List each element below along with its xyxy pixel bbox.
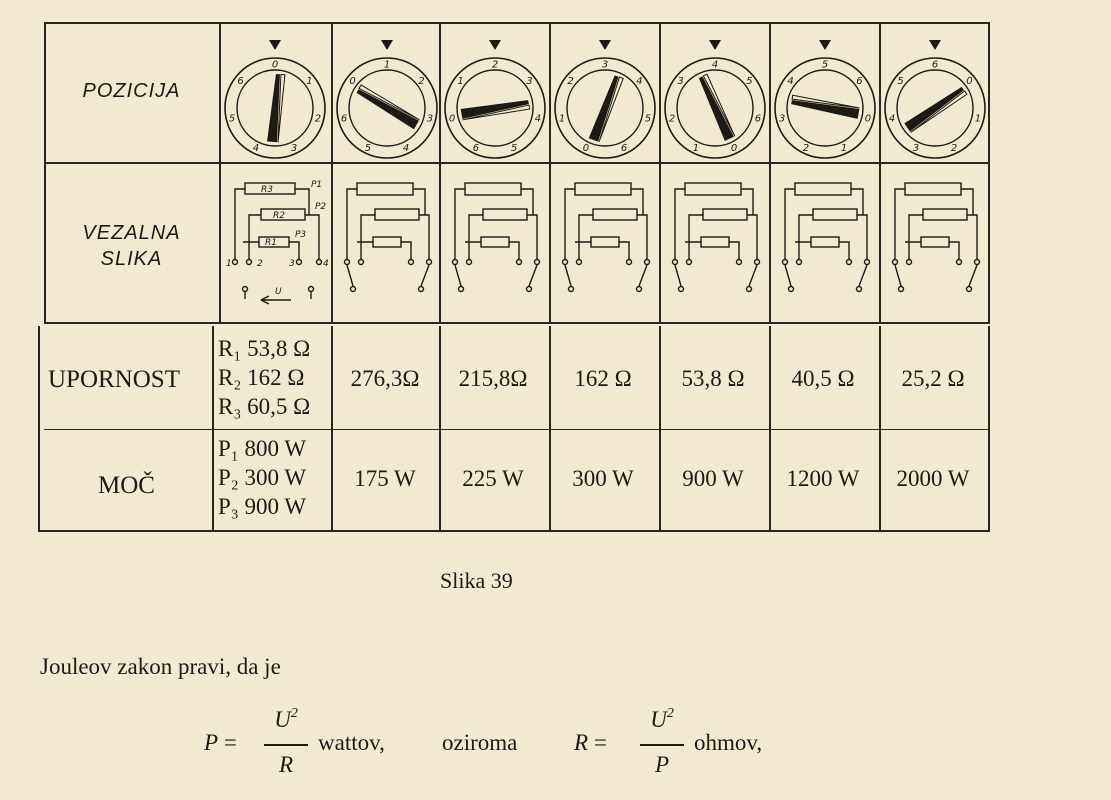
dial-number: 3 (778, 113, 786, 125)
formula-eq1: = (223, 730, 237, 755)
formula-r-var (574, 730, 607, 756)
dial-number: 4 (534, 113, 542, 125)
frac2-sq: 2 (666, 706, 674, 721)
terminal-2: 2 (257, 259, 263, 269)
fraction-1-num (262, 706, 310, 733)
rotary-dial (441, 24, 549, 162)
dial-number: 3 (601, 59, 609, 71)
rotary-dial (661, 24, 769, 162)
dial-pointer (461, 97, 530, 119)
dial-number: 3 (526, 76, 533, 88)
dial-pointer (904, 84, 965, 131)
dial-number: 0 (271, 59, 279, 71)
label-r1: R1 (265, 238, 277, 248)
label-p1: P1 (311, 180, 323, 190)
dial-number: 1 (558, 113, 566, 125)
dial-number: 0 (349, 76, 356, 88)
row-label-vezalna-line1: VEZALNA (82, 222, 181, 244)
table-divider (549, 326, 551, 530)
terminal-4: 4 (323, 259, 329, 269)
label-u: U (275, 287, 282, 297)
dial-number: 1 (840, 143, 848, 155)
dial-number: 1 (692, 143, 700, 155)
position-marker-icon (929, 40, 941, 50)
dial-number: 6 (754, 113, 762, 125)
label-p2: P2 (315, 202, 327, 212)
formula-unit2: ohmov, (694, 730, 763, 755)
frac2-u: U (650, 707, 667, 732)
dial-number: 3 (677, 76, 684, 88)
circuit-schematic (333, 165, 441, 323)
spec-p3: P₃ 900 W (218, 494, 307, 519)
spec-r2: R₂ 162 Ω (218, 365, 305, 390)
position-marker-icon (819, 40, 831, 50)
circuit-schematic (661, 165, 769, 323)
dial-pointer (589, 74, 622, 141)
dial-number: 6 (237, 76, 244, 88)
rotary-dial (771, 24, 879, 162)
dial-number: 2 (802, 143, 810, 155)
dial-number: 5 (644, 113, 652, 125)
dial-number: 5 (897, 76, 904, 88)
dial-number: 2 (314, 113, 322, 125)
resistor-spec (218, 334, 310, 421)
formula-unit1: wattov, (318, 730, 385, 755)
dial-number: 1 (457, 76, 464, 88)
position-marker-icon (269, 40, 281, 50)
upornost-value: 215,8Ω (458, 366, 528, 391)
dial-number: 0 (966, 76, 973, 88)
terminal-1: 1 (226, 259, 232, 269)
dial-number: 1 (306, 76, 313, 88)
table-bottom-rule (38, 530, 990, 532)
upornost-value: 25,2 Ω (901, 366, 965, 391)
position-marker-icon (489, 40, 501, 50)
spec-r3: R₃ 60,5 Ω (218, 394, 311, 419)
fraction-2-bar (640, 744, 684, 746)
dial-number: 3 (290, 143, 298, 155)
table-divider (659, 326, 661, 530)
circuit-schematic (881, 165, 989, 323)
label-r3: R3 (261, 185, 273, 195)
formula-r: R (574, 730, 589, 755)
row-label-vezalna-line2: SLIKA (100, 248, 163, 270)
dial-pointer-outline (909, 91, 967, 133)
table-divider (38, 326, 40, 530)
fraction-2-num (638, 706, 686, 733)
table-divider (331, 326, 333, 530)
dial-number: 2 (950, 143, 958, 155)
fraction-2-den: P (654, 752, 670, 777)
reference-circuit (221, 165, 331, 323)
figure-caption: Slika 39 (440, 568, 513, 593)
dial-number: 2 (418, 76, 425, 88)
position-marker-icon (381, 40, 393, 50)
dial-number: 4 (252, 143, 260, 155)
spec-p2: P₂ 300 W (218, 465, 307, 490)
dial-number: 2 (668, 113, 676, 125)
dial-number: 5 (228, 113, 236, 125)
circuit-schematic (771, 165, 879, 323)
moc-value: 1200 W (786, 466, 860, 491)
position-marker-icon (709, 40, 721, 50)
frac1-sq: 2 (290, 706, 298, 721)
upornost-value: 40,5 Ω (791, 366, 855, 391)
dial-number: 4 (711, 59, 719, 71)
dial-number: 6 (931, 59, 939, 71)
rotary-dial (551, 24, 659, 162)
formula-p-var (204, 730, 237, 756)
fraction-1-bar (264, 744, 308, 746)
table-divider (769, 326, 771, 530)
dial-number: 1 (383, 59, 391, 71)
dial-number: 4 (888, 113, 896, 125)
dial-number: 5 (364, 143, 372, 155)
dial-number: 6 (856, 76, 863, 88)
dial-number: 0 (730, 143, 738, 155)
position-marker-icon (599, 40, 611, 50)
dial-pointer (696, 75, 734, 141)
table-divider (988, 326, 990, 530)
terminal-3: 3 (289, 259, 295, 269)
formula-eq2: = (593, 730, 607, 755)
dial-number: 0 (864, 113, 872, 125)
dial-number: 5 (510, 143, 518, 155)
moc-value: 2000 W (896, 466, 970, 491)
table-divider (212, 326, 214, 530)
dial-number: 4 (636, 76, 643, 88)
dial-number: 6 (340, 113, 348, 125)
table-divider (439, 326, 441, 530)
label-p3: P3 (295, 230, 307, 240)
dial-number: 6 (620, 143, 628, 155)
dial-number: 5 (746, 76, 753, 88)
dial-number: 4 (787, 76, 794, 88)
table-row-divider (44, 429, 988, 430)
dial-number: 0 (448, 113, 456, 125)
moc-value: 900 W (682, 466, 744, 491)
formula-p: P (204, 730, 219, 755)
paragraph: Jouleov zakon pravi, da je (40, 654, 281, 679)
rotary-dial (333, 24, 441, 162)
row-label-moc: MOČ (98, 472, 155, 499)
label-r2: R2 (273, 211, 285, 221)
circuit-schematic (441, 165, 549, 323)
row-label-pozicija: POZICIJA (82, 80, 181, 102)
moc-value: 300 W (572, 466, 634, 491)
upornost-value: 162 Ω (574, 366, 632, 391)
dial-number: 0 (582, 143, 590, 155)
formula-oziroma: oziroma (442, 730, 518, 755)
frac1-u: U (274, 707, 291, 732)
power-spec (218, 434, 306, 521)
rotary-dial (881, 24, 989, 162)
upornost-value: 53,8 Ω (681, 366, 745, 391)
table-divider (879, 326, 881, 530)
row-label-vezalna (44, 220, 219, 272)
dial-number: 1 (974, 113, 982, 125)
grid-divider (44, 162, 990, 164)
row-label-upornost: UPORNOST (48, 366, 180, 393)
fraction-1-den: R (278, 752, 294, 777)
dial-number: 3 (426, 113, 434, 125)
dial-number: 4 (402, 143, 410, 155)
moc-value: 225 W (462, 466, 524, 491)
dial-number: 3 (912, 143, 920, 155)
moc-value: 175 W (354, 466, 416, 491)
dial-number: 6 (472, 143, 480, 155)
dial-pointer (355, 87, 419, 130)
upornost-value: 276,3Ω (350, 366, 420, 391)
spec-p1: P₁ 800 W (218, 436, 307, 461)
dial-number: 5 (821, 59, 829, 71)
spec-r1: R₁ 53,8 Ω (218, 336, 311, 361)
rotary-dial (221, 24, 329, 162)
dial-number: 2 (491, 59, 499, 71)
dial-number: 2 (567, 76, 574, 88)
circuit-schematic (551, 165, 659, 323)
